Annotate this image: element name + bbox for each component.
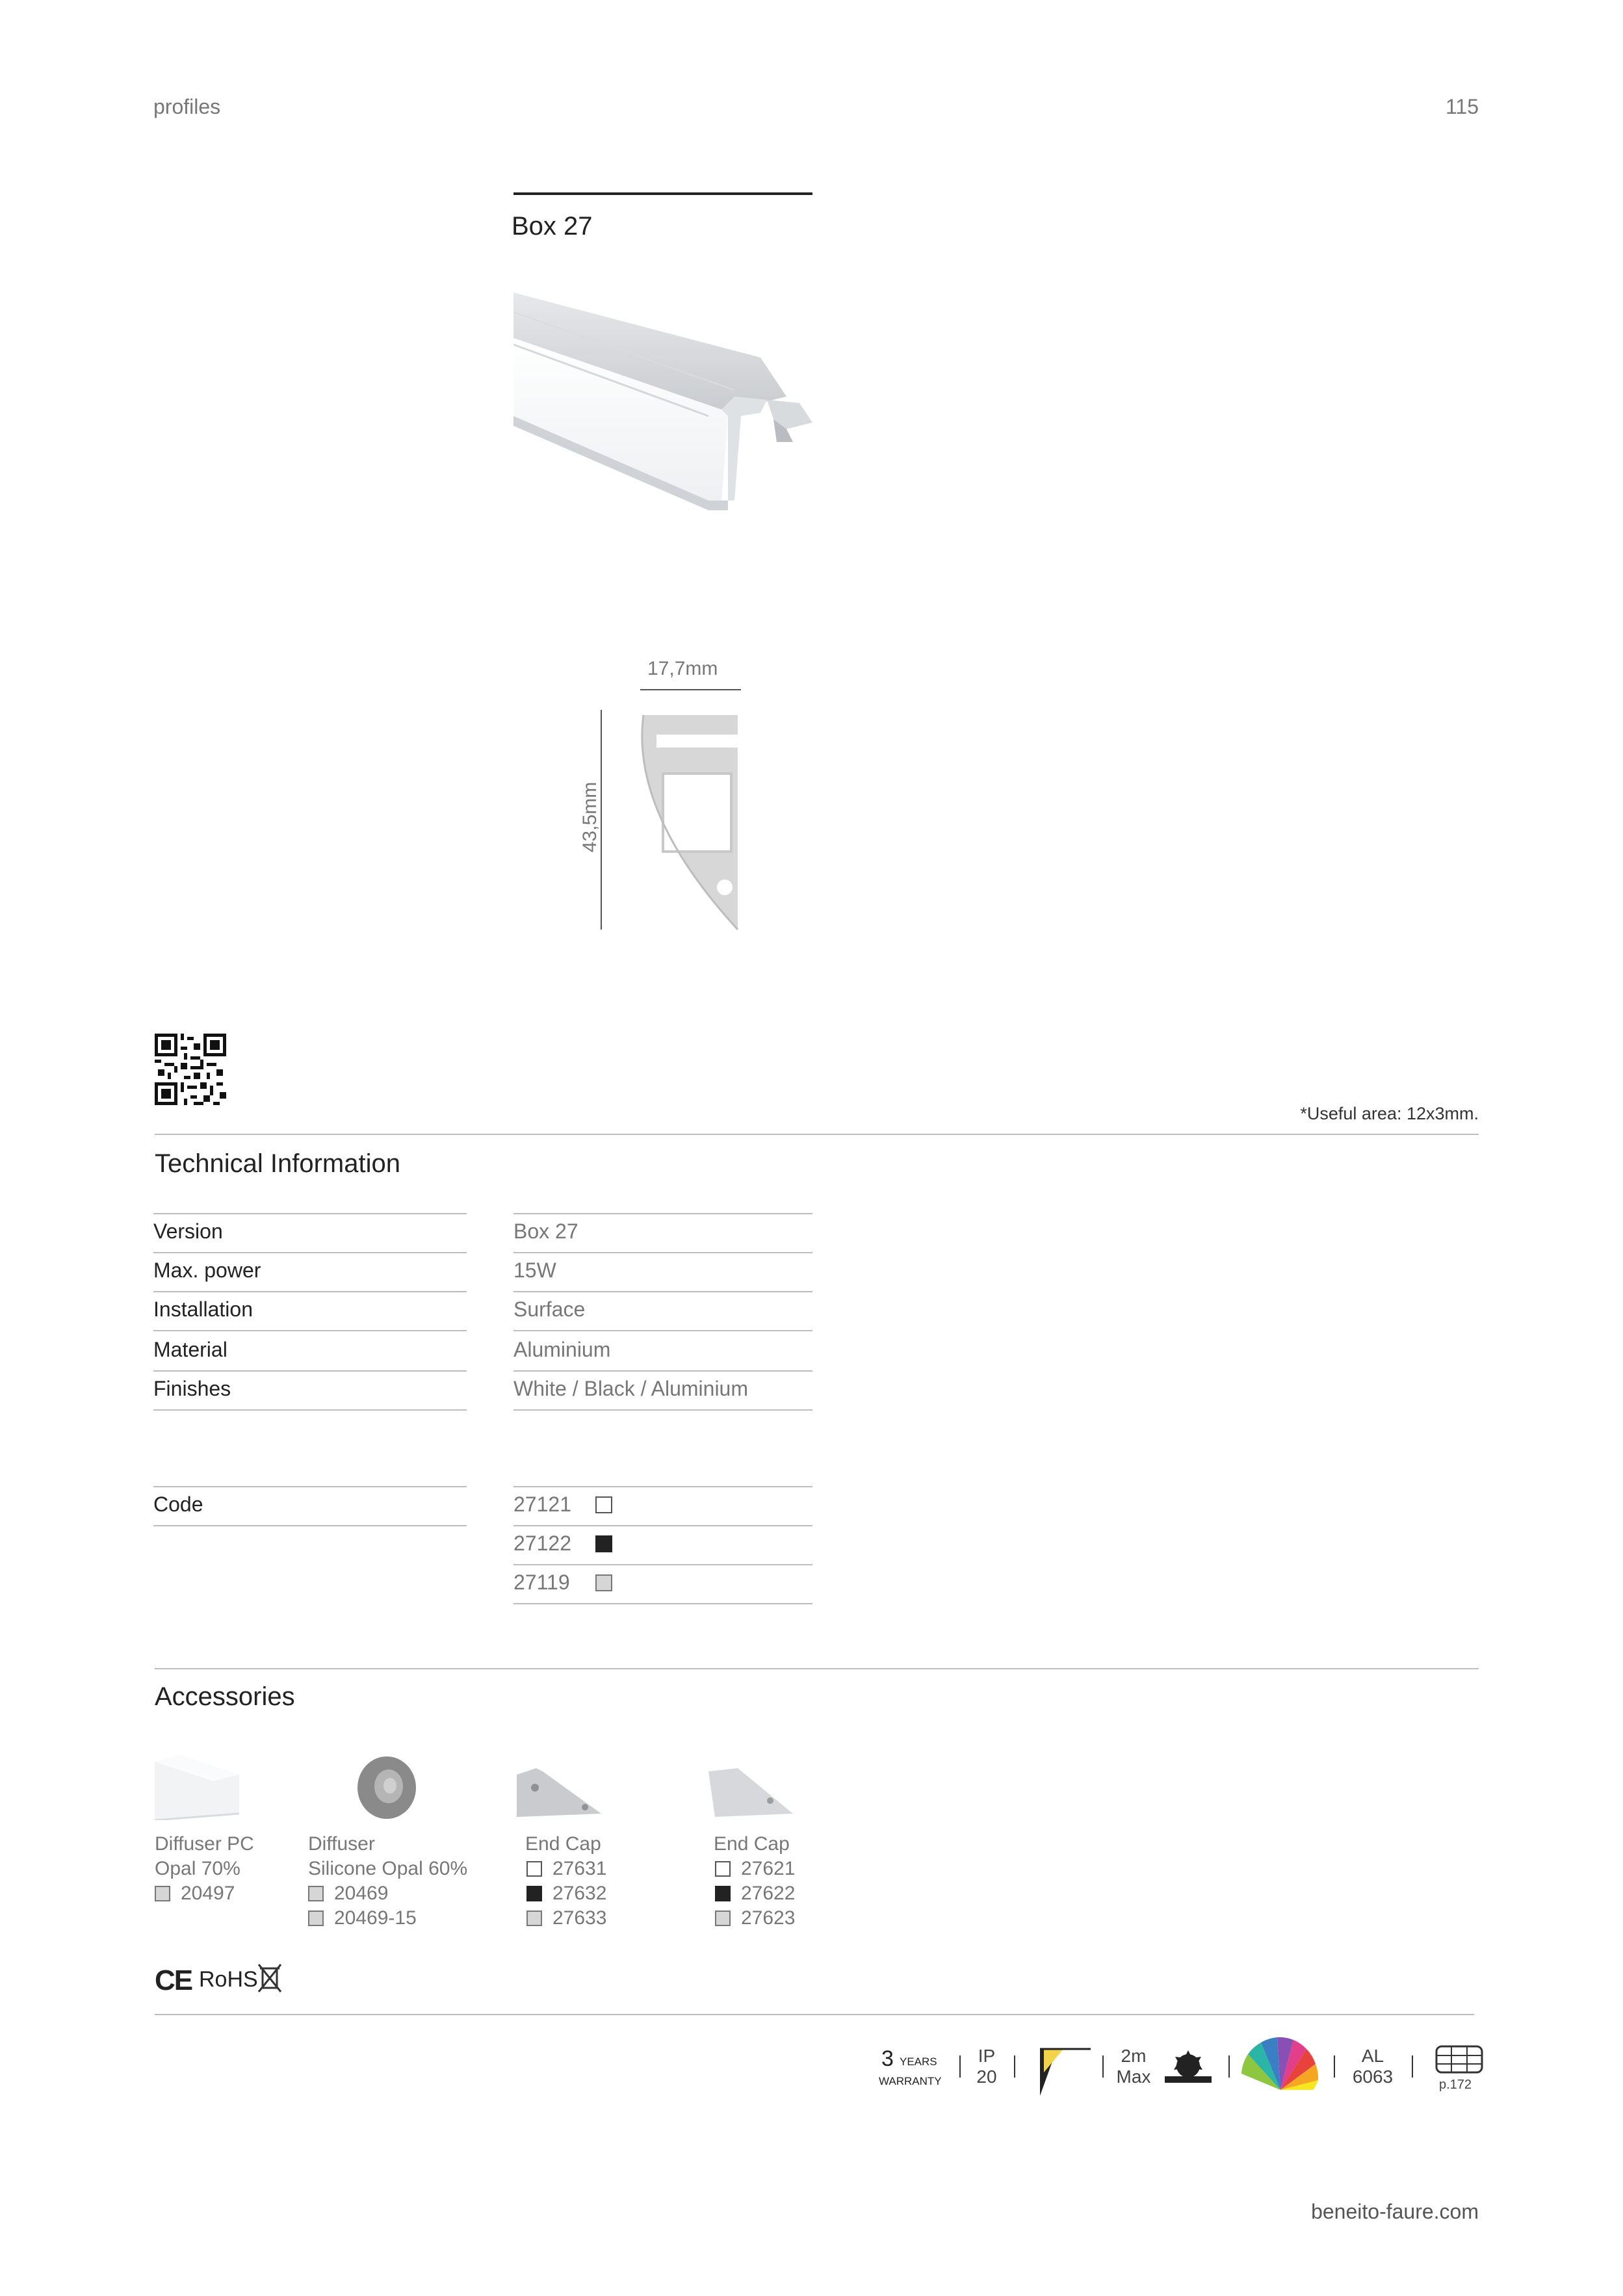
- accessory-code-row: [308, 1906, 417, 1931]
- weee-bin-icon: [256, 1962, 283, 1994]
- accessory-code-row: [715, 1906, 795, 1931]
- separator: [959, 2055, 961, 2078]
- accessories-title: Accessories: [155, 1682, 295, 1711]
- accessory-code: 27631: [552, 1858, 607, 1879]
- accessory-name: End Cap: [714, 1833, 790, 1855]
- alloy-value: 6063: [1352, 2067, 1394, 2087]
- diffuser-silicone-image: [351, 1755, 422, 1820]
- accessory-code: 20469: [334, 1883, 389, 1904]
- spec-rule: [153, 1370, 467, 1372]
- product-title: Box 27: [512, 212, 593, 241]
- code-rule: [513, 1486, 812, 1487]
- section-name: profiles: [153, 95, 221, 118]
- aluminium-finish-swatch: [155, 1886, 170, 1901]
- spec-rule: [513, 1370, 812, 1372]
- spec-rule: [513, 1213, 812, 1214]
- accessory-code-row: [526, 1906, 606, 1931]
- spec-label-material: Material: [153, 1338, 227, 1361]
- saw-cut-icon: [1162, 2048, 1214, 2087]
- height-dimension: 43,5mm: [579, 781, 601, 853]
- accessory-code-row: [715, 1857, 795, 1881]
- ce-mark: CE: [155, 1964, 192, 1996]
- ip-value: 20: [976, 2067, 997, 2087]
- end-cap-image-2: [705, 1768, 796, 1820]
- beam-angle-icon: [1037, 2046, 1093, 2098]
- white-finish-swatch: [526, 1861, 542, 1877]
- page-reference: p.172: [1439, 2078, 1472, 2092]
- spec-value-power: 15W: [513, 1259, 556, 1282]
- code-aluminium: 27119: [513, 1571, 570, 1594]
- code-rule: [513, 1564, 812, 1565]
- spec-rule: [513, 1330, 812, 1331]
- accessory-code-row: [526, 1881, 606, 1906]
- accessory-code: 27623: [741, 1907, 796, 1929]
- spec-rule: [513, 1409, 812, 1411]
- code-rule: [153, 1486, 467, 1487]
- spec-value-finishes: White / Black / Aluminium: [513, 1377, 748, 1400]
- black-finish-swatch: [595, 1535, 612, 1552]
- aluminium-finish-swatch: [715, 1911, 731, 1926]
- code-rule: [153, 1525, 467, 1526]
- grid-table-icon: [1435, 2045, 1483, 2074]
- spec-rule: [153, 1409, 467, 1411]
- spec-value-material: Aluminium: [513, 1338, 611, 1361]
- length-value: 2m: [1121, 2046, 1147, 2066]
- technical-title: Technical Information: [155, 1149, 400, 1178]
- black-finish-swatch: [526, 1886, 542, 1901]
- accessory-code: 20469-15: [334, 1907, 417, 1929]
- accessory-name: End Cap: [525, 1833, 601, 1855]
- separator: [1334, 2055, 1335, 2078]
- spec-label-version: Version: [153, 1220, 223, 1243]
- code-label: Code: [153, 1493, 203, 1516]
- aluminium-finish-swatch: [526, 1911, 542, 1926]
- spec-label-finishes: Finishes: [153, 1377, 231, 1400]
- code-black: 27122: [513, 1532, 571, 1555]
- useful-area-note: *Useful area: 12x3mm.: [1300, 1104, 1479, 1123]
- code-rule: [513, 1525, 812, 1526]
- warranty-label: WARRANTY: [879, 2075, 942, 2087]
- warranty-years: YEARS: [900, 2055, 937, 2068]
- width-dimension-line: [640, 689, 741, 690]
- width-dimension: 17,7mm: [647, 658, 718, 679]
- spec-rule: [153, 1252, 467, 1253]
- white-finish-swatch: [715, 1861, 731, 1877]
- spec-rule: [153, 1291, 467, 1292]
- rohs-mark: RoHS: [199, 1967, 258, 1992]
- section-divider: [155, 1134, 1479, 1135]
- white-finish-swatch: [595, 1496, 612, 1513]
- black-finish-swatch: [715, 1886, 731, 1901]
- aluminium-finish-swatch: [308, 1886, 324, 1901]
- profile-section-drawing: [634, 709, 744, 933]
- qr-code[interactable]: [155, 1034, 226, 1105]
- end-cap-image-1: [517, 1768, 608, 1820]
- accessory-code-row: [155, 1881, 235, 1906]
- colour-range-icon: [1241, 2035, 1319, 2093]
- accessory-code: 27633: [552, 1907, 607, 1929]
- diffuser-pc-image: [155, 1755, 239, 1820]
- alloy-label: AL: [1361, 2046, 1384, 2066]
- accessory-code-row: [715, 1881, 795, 1906]
- accessory-name: Diffuser PC: [155, 1833, 254, 1855]
- spec-value-installation: Surface: [513, 1298, 586, 1321]
- separator: [1102, 2055, 1104, 2078]
- accessory-code: 27621: [741, 1858, 796, 1879]
- code-rule: [513, 1603, 812, 1604]
- spec-label-installation: Installation: [153, 1298, 253, 1321]
- accessory-code: 20497: [181, 1883, 235, 1904]
- aluminium-finish-swatch: [308, 1911, 324, 1926]
- website: beneito-faure.com: [1311, 2200, 1479, 2223]
- title-rule: [513, 192, 812, 195]
- spec-rule: [153, 1330, 467, 1331]
- accessory-code-row: [308, 1881, 388, 1906]
- warranty-number: 3: [881, 2046, 894, 2071]
- section-divider: [155, 1668, 1479, 1669]
- spec-rule: [513, 1252, 812, 1253]
- separator: [1228, 2055, 1230, 2078]
- accessory-name: Opal 70%: [155, 1858, 240, 1879]
- spec-rule: [513, 1291, 812, 1292]
- accessory-code: 27622: [741, 1883, 796, 1904]
- separator: [1014, 2055, 1015, 2078]
- code-white: 27121: [513, 1493, 571, 1516]
- spec-value-version: Box 27: [513, 1220, 578, 1243]
- accessory-name: Diffuser: [308, 1833, 375, 1855]
- spec-label-power: Max. power: [153, 1259, 261, 1282]
- product-photo: [513, 286, 838, 520]
- accessory-code: 27632: [552, 1883, 607, 1904]
- accessory-code-row: [526, 1857, 606, 1881]
- ip-label: IP: [978, 2046, 996, 2066]
- spec-rule: [153, 1213, 467, 1214]
- accessory-name: Silicone Opal 60%: [308, 1858, 468, 1879]
- separator: [1412, 2055, 1413, 2078]
- aluminium-finish-swatch: [595, 1574, 612, 1591]
- section-divider: [155, 2014, 1474, 2015]
- page-number: 115: [1445, 95, 1479, 118]
- length-label: Max: [1116, 2067, 1151, 2087]
